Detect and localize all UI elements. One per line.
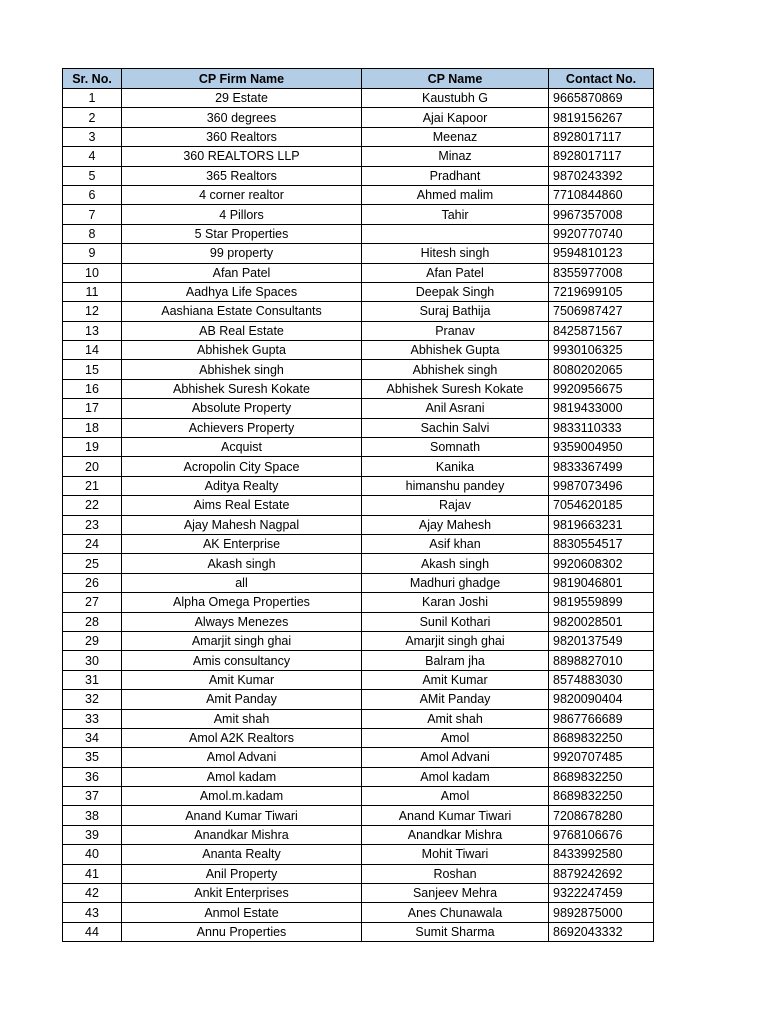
cell-contact-no: 7054620185 [549, 496, 654, 515]
cell-cp-name: Minaz [362, 147, 549, 166]
cell-cp-firm-name: 5 Star Properties [122, 224, 362, 243]
table-row [63, 147, 654, 166]
cell-cp-name: Balram jha [362, 651, 549, 670]
header-cp-firm-name: CP Firm Name [122, 69, 362, 89]
cell-sr-no: 39 [63, 825, 122, 844]
cell-sr-no: 40 [63, 845, 122, 864]
cell-contact-no: 9819046801 [549, 573, 654, 592]
cell-sr-no: 38 [63, 806, 122, 825]
table-row [63, 496, 654, 515]
cell-cp-firm-name: Anil Property [122, 864, 362, 883]
table-row [63, 651, 654, 670]
cell-contact-no: 8689832250 [549, 787, 654, 806]
cell-sr-no: 21 [63, 476, 122, 495]
cell-sr-no: 27 [63, 593, 122, 612]
cell-cp-firm-name: Aadhya Life Spaces [122, 282, 362, 301]
cell-sr-no: 37 [63, 787, 122, 806]
cell-cp-name: Pradhant [362, 166, 549, 185]
cell-cp-name: Sachin Salvi [362, 418, 549, 437]
table-row [63, 89, 654, 108]
cell-cp-name: Kaustubh G [362, 89, 549, 108]
cell-cp-name: Abhishek singh [362, 360, 549, 379]
table-row [63, 573, 654, 592]
table-row [63, 263, 654, 282]
cell-contact-no: 9819663231 [549, 515, 654, 534]
table-row [63, 379, 654, 398]
cell-sr-no: 2 [63, 108, 122, 127]
cell-cp-firm-name: 360 Realtors [122, 127, 362, 146]
table-row [63, 631, 654, 650]
cell-sr-no: 10 [63, 263, 122, 282]
cell-sr-no: 17 [63, 399, 122, 418]
cell-contact-no: 9359004950 [549, 438, 654, 457]
cell-cp-name: Amol [362, 728, 549, 747]
cell-contact-no: 9820028501 [549, 612, 654, 631]
cell-contact-no: 8879242692 [549, 864, 654, 883]
cell-cp-name: Abhishek Suresh Kokate [362, 379, 549, 398]
table-row [63, 127, 654, 146]
cell-sr-no: 20 [63, 457, 122, 476]
cell-sr-no: 5 [63, 166, 122, 185]
cell-sr-no: 3 [63, 127, 122, 146]
cell-cp-firm-name: Ananta Realty [122, 845, 362, 864]
cell-cp-name: Hitesh singh [362, 244, 549, 263]
cell-cp-name: Amol Advani [362, 748, 549, 767]
cell-contact-no: 9920707485 [549, 748, 654, 767]
cell-contact-no: 7219699105 [549, 282, 654, 301]
cell-sr-no: 29 [63, 631, 122, 650]
cell-cp-name: Anand Kumar Tiwari [362, 806, 549, 825]
cell-contact-no: 9987073496 [549, 476, 654, 495]
header-row [63, 69, 654, 89]
cell-cp-name: Deepak Singh [362, 282, 549, 301]
cell-cp-name: Anil Asrani [362, 399, 549, 418]
table-row [63, 845, 654, 864]
cell-sr-no: 6 [63, 185, 122, 204]
cell-contact-no: 9819156267 [549, 108, 654, 127]
cell-contact-no: 8689832250 [549, 767, 654, 786]
cell-cp-name: Sumit Sharma [362, 922, 549, 941]
cell-cp-name: Anes Chunawala [362, 903, 549, 922]
cell-contact-no: 9920956675 [549, 379, 654, 398]
cell-cp-firm-name: Amol.m.kadam [122, 787, 362, 806]
cell-sr-no: 7 [63, 205, 122, 224]
cell-sr-no: 13 [63, 321, 122, 340]
table-row [63, 825, 654, 844]
cell-cp-name: Akash singh [362, 554, 549, 573]
cell-contact-no: 7710844860 [549, 185, 654, 204]
table-header [63, 69, 654, 89]
cell-contact-no: 9870243392 [549, 166, 654, 185]
cp-contact-table [62, 68, 654, 942]
cell-cp-firm-name: Absolute Property [122, 399, 362, 418]
cell-sr-no: 25 [63, 554, 122, 573]
table-row [63, 399, 654, 418]
table-row [63, 224, 654, 243]
cell-cp-firm-name: Anmol Estate [122, 903, 362, 922]
cell-cp-firm-name: Abhishek Suresh Kokate [122, 379, 362, 398]
cell-cp-name: Anandkar Mishra [362, 825, 549, 844]
table-row [63, 534, 654, 553]
cell-sr-no: 34 [63, 728, 122, 747]
table-row [63, 302, 654, 321]
cell-cp-firm-name: Acropolin City Space [122, 457, 362, 476]
cell-cp-name: Rajav [362, 496, 549, 515]
cell-cp-firm-name: AK Enterprise [122, 534, 362, 553]
cell-contact-no: 9930106325 [549, 341, 654, 360]
cell-contact-no: 9819433000 [549, 399, 654, 418]
table-row [63, 903, 654, 922]
cell-sr-no: 28 [63, 612, 122, 631]
cell-sr-no: 24 [63, 534, 122, 553]
cell-cp-firm-name: Ajay Mahesh Nagpal [122, 515, 362, 534]
table-row [63, 767, 654, 786]
cell-sr-no: 36 [63, 767, 122, 786]
cell-sr-no: 8 [63, 224, 122, 243]
cell-sr-no: 30 [63, 651, 122, 670]
table-body [63, 89, 654, 942]
cell-cp-firm-name: Aims Real Estate [122, 496, 362, 515]
cell-cp-firm-name: Anandkar Mishra [122, 825, 362, 844]
cell-sr-no: 23 [63, 515, 122, 534]
cell-sr-no: 14 [63, 341, 122, 360]
table-row [63, 360, 654, 379]
table-row [63, 205, 654, 224]
cell-contact-no: 8692043332 [549, 922, 654, 941]
cell-contact-no: 8425871567 [549, 321, 654, 340]
cell-contact-no: 8433992580 [549, 845, 654, 864]
cell-cp-firm-name: Afan Patel [122, 263, 362, 282]
table-row [63, 884, 654, 903]
cell-cp-firm-name: Annu Properties [122, 922, 362, 941]
cell-cp-name: Mohit Tiwari [362, 845, 549, 864]
table-row [63, 515, 654, 534]
cell-contact-no: 8355977008 [549, 263, 654, 282]
cell-cp-firm-name: 4 Pillors [122, 205, 362, 224]
cell-cp-firm-name: Always Menezes [122, 612, 362, 631]
cell-cp-firm-name: Aashiana Estate Consultants [122, 302, 362, 321]
cell-sr-no: 11 [63, 282, 122, 301]
cell-contact-no: 9820137549 [549, 631, 654, 650]
cell-cp-name: Amol kadam [362, 767, 549, 786]
table-row [63, 108, 654, 127]
table-row [63, 612, 654, 631]
cell-cp-firm-name: Abhishek Gupta [122, 341, 362, 360]
cell-cp-name: Tahir [362, 205, 549, 224]
table-row [63, 806, 654, 825]
cell-sr-no: 32 [63, 690, 122, 709]
cell-contact-no: 9892875000 [549, 903, 654, 922]
cell-contact-no: 9920770740 [549, 224, 654, 243]
cell-cp-firm-name: Amarjit singh ghai [122, 631, 362, 650]
header-sr-no: Sr. No. [63, 69, 122, 89]
cell-contact-no: 8928017117 [549, 127, 654, 146]
cell-contact-no: 7506987427 [549, 302, 654, 321]
header-contact-no: Contact No. [549, 69, 654, 89]
cell-cp-name: Meenaz [362, 127, 549, 146]
cell-cp-name: Somnath [362, 438, 549, 457]
cell-sr-no: 31 [63, 670, 122, 689]
table-row [63, 728, 654, 747]
cell-cp-name: Pranav [362, 321, 549, 340]
cell-cp-firm-name: 4 corner realtor [122, 185, 362, 204]
cell-cp-firm-name: Anand Kumar Tiwari [122, 806, 362, 825]
cell-sr-no: 42 [63, 884, 122, 903]
cell-cp-firm-name: Amol A2K Realtors [122, 728, 362, 747]
table-row [63, 690, 654, 709]
cell-sr-no: 44 [63, 922, 122, 941]
cell-sr-no: 22 [63, 496, 122, 515]
cell-cp-firm-name: 360 REALTORS LLP [122, 147, 362, 166]
cell-cp-firm-name: Akash singh [122, 554, 362, 573]
table-row [63, 457, 654, 476]
cell-contact-no: 9322247459 [549, 884, 654, 903]
table-row [63, 787, 654, 806]
table-row [63, 341, 654, 360]
cell-cp-name: Ajai Kapoor [362, 108, 549, 127]
cell-cp-firm-name: Amol Advani [122, 748, 362, 767]
cell-sr-no: 43 [63, 903, 122, 922]
cell-cp-firm-name: 365 Realtors [122, 166, 362, 185]
table-row [63, 554, 654, 573]
cell-cp-name: Karan Joshi [362, 593, 549, 612]
table-row [63, 244, 654, 263]
cell-cp-firm-name: Achievers Property [122, 418, 362, 437]
cell-cp-name: Amit Kumar [362, 670, 549, 689]
cell-cp-firm-name: Amis consultancy [122, 651, 362, 670]
cell-cp-firm-name: 99 property [122, 244, 362, 263]
table-row [63, 438, 654, 457]
cell-cp-name: Ajay Mahesh [362, 515, 549, 534]
cell-sr-no: 12 [63, 302, 122, 321]
cell-cp-firm-name: AB Real Estate [122, 321, 362, 340]
table-row [63, 321, 654, 340]
cell-contact-no: 9833367499 [549, 457, 654, 476]
cell-cp-name: AMit Panday [362, 690, 549, 709]
cell-cp-name: Suraj Bathija [362, 302, 549, 321]
table-row [63, 864, 654, 883]
cell-contact-no: 8574883030 [549, 670, 654, 689]
cell-cp-firm-name: all [122, 573, 362, 592]
cell-contact-no: 8928017117 [549, 147, 654, 166]
cell-sr-no: 19 [63, 438, 122, 457]
cell-sr-no: 35 [63, 748, 122, 767]
table-row [63, 418, 654, 437]
cell-cp-name: Abhishek Gupta [362, 341, 549, 360]
cell-cp-firm-name: Ankit Enterprises [122, 884, 362, 903]
cell-sr-no: 1 [63, 89, 122, 108]
cell-contact-no: 9867766689 [549, 709, 654, 728]
cell-sr-no: 41 [63, 864, 122, 883]
cell-cp-firm-name: 29 Estate [122, 89, 362, 108]
cell-cp-name: Afan Patel [362, 263, 549, 282]
cell-contact-no: 9665870869 [549, 89, 654, 108]
cell-cp-name: Roshan [362, 864, 549, 883]
cell-sr-no: 4 [63, 147, 122, 166]
cell-sr-no: 16 [63, 379, 122, 398]
cell-contact-no: 8080202065 [549, 360, 654, 379]
table-row [63, 282, 654, 301]
cell-cp-name: Kanika [362, 457, 549, 476]
cell-contact-no: 8689832250 [549, 728, 654, 747]
cell-contact-no: 9833110333 [549, 418, 654, 437]
cell-cp-name: Amol [362, 787, 549, 806]
table-row [63, 476, 654, 495]
cell-sr-no: 26 [63, 573, 122, 592]
table-row [63, 185, 654, 204]
cell-contact-no: 9967357008 [549, 205, 654, 224]
cell-cp-name: Madhuri ghadge [362, 573, 549, 592]
cell-cp-name: Amarjit singh ghai [362, 631, 549, 650]
table-row [63, 709, 654, 728]
cell-cp-firm-name: Amol kadam [122, 767, 362, 786]
table-row [63, 593, 654, 612]
cell-sr-no: 33 [63, 709, 122, 728]
cell-cp-firm-name: Amit Panday [122, 690, 362, 709]
cell-sr-no: 9 [63, 244, 122, 263]
table-row [63, 922, 654, 941]
cell-cp-name [362, 224, 549, 243]
cell-contact-no: 7208678280 [549, 806, 654, 825]
cell-cp-firm-name: Amit Kumar [122, 670, 362, 689]
cell-cp-firm-name: Acquist [122, 438, 362, 457]
cell-sr-no: 15 [63, 360, 122, 379]
cell-cp-firm-name: Abhishek singh [122, 360, 362, 379]
table-row [63, 670, 654, 689]
cell-contact-no: 8898827010 [549, 651, 654, 670]
table-row [63, 748, 654, 767]
cell-cp-name: himanshu pandey [362, 476, 549, 495]
cell-cp-name: Asif khan [362, 534, 549, 553]
cell-contact-no: 9819559899 [549, 593, 654, 612]
cell-cp-name: Sanjeev Mehra [362, 884, 549, 903]
cell-contact-no: 9594810123 [549, 244, 654, 263]
table-row [63, 166, 654, 185]
cell-contact-no: 8830554517 [549, 534, 654, 553]
cell-cp-name: Ahmed malim [362, 185, 549, 204]
cell-sr-no: 18 [63, 418, 122, 437]
cell-cp-name: Amit shah [362, 709, 549, 728]
cell-contact-no: 9820090404 [549, 690, 654, 709]
header-cp-name: CP Name [362, 69, 549, 89]
cell-cp-firm-name: 360 degrees [122, 108, 362, 127]
cell-cp-name: Sunil Kothari [362, 612, 549, 631]
cell-contact-no: 9920608302 [549, 554, 654, 573]
cell-cp-firm-name: Alpha Omega Properties [122, 593, 362, 612]
cell-contact-no: 9768106676 [549, 825, 654, 844]
cell-cp-firm-name: Amit shah [122, 709, 362, 728]
cell-cp-firm-name: Aditya Realty [122, 476, 362, 495]
